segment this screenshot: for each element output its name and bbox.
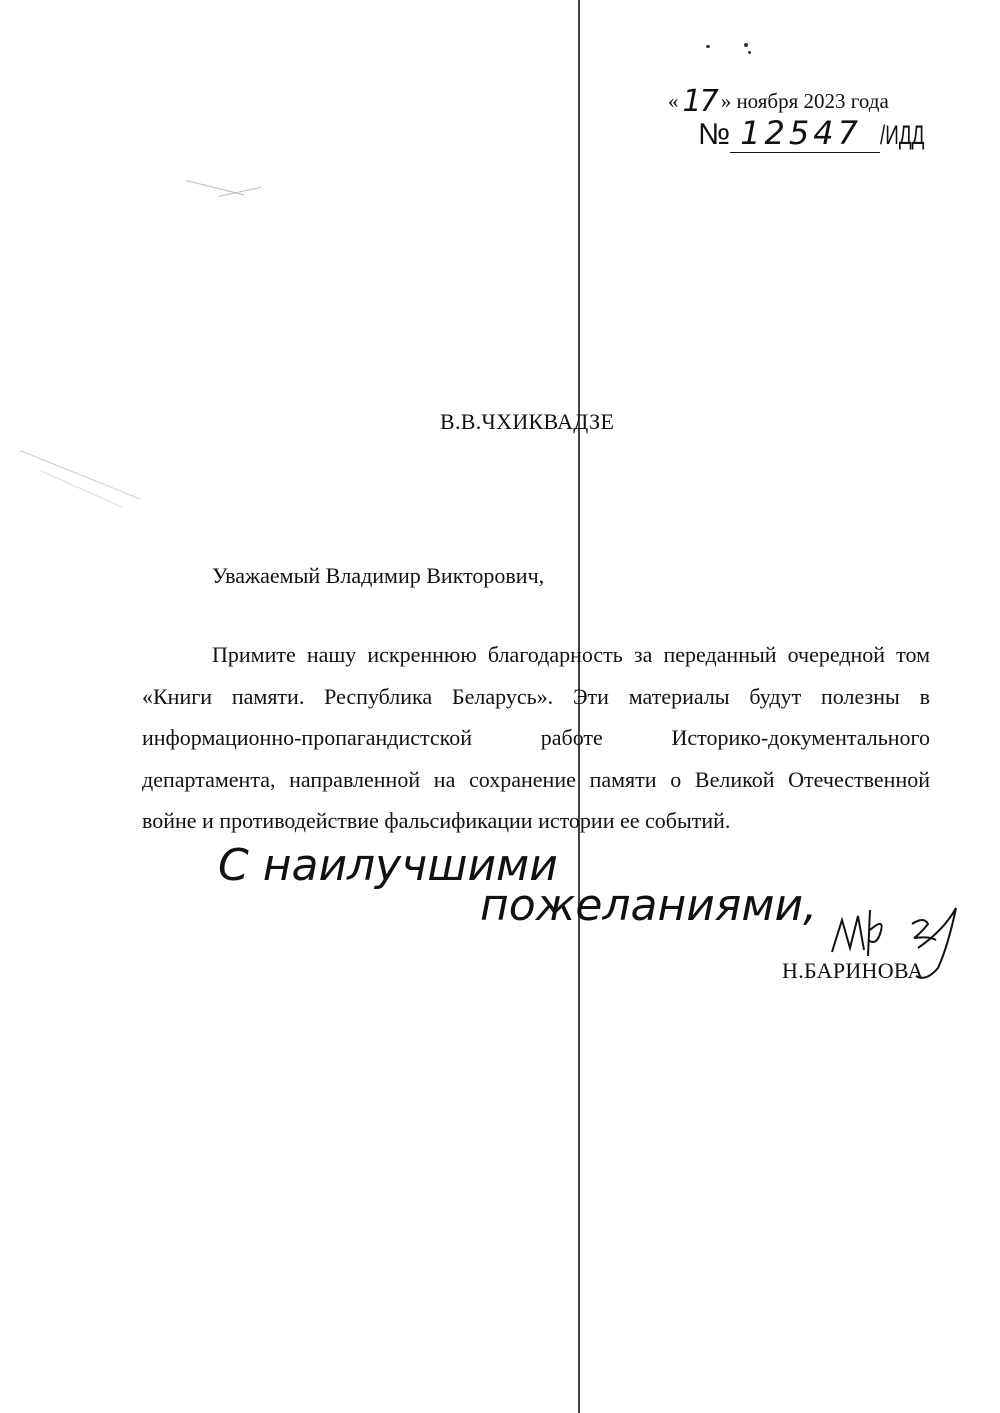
outgoing-number bbox=[698, 114, 928, 153]
scan-speck bbox=[744, 43, 748, 47]
number-suffix: /ИДД bbox=[880, 120, 925, 150]
number-sign: № bbox=[698, 118, 731, 151]
closing-line-2: пожеланиями, bbox=[480, 880, 818, 931]
date-close-quote: » bbox=[720, 89, 732, 113]
scan-scuff bbox=[20, 450, 141, 500]
letter-body: Примите нашу искреннюю благодарность за переданный очередной том «Книги памяти. Республика Беларусь». Эти материалы будут полезны в информационно-пропагандистской работе Историко-документального департамента, направленной на сохранение памяти о Великой Отечественной войне и противодействие фальсификации истории ее событий. bbox=[142, 642, 930, 833]
date-day-handwritten: 17 bbox=[682, 84, 717, 119]
scan-scuff bbox=[218, 187, 261, 197]
salutation: Уважаемый Владимир Викторович, bbox=[212, 563, 545, 588]
scan-speck bbox=[748, 51, 751, 54]
scan-speck bbox=[706, 45, 710, 48]
date-open-quote: « bbox=[668, 89, 679, 113]
addressee: В.В.ЧХИКВАДЗЕ bbox=[440, 409, 615, 434]
closing-line-1: С наилучшими bbox=[218, 840, 558, 891]
date-month-year: ноября 2023 года bbox=[736, 89, 889, 113]
number-value-handwritten: 12547 bbox=[730, 114, 880, 153]
signer-name: Н.БАРИНОВА bbox=[782, 958, 924, 983]
